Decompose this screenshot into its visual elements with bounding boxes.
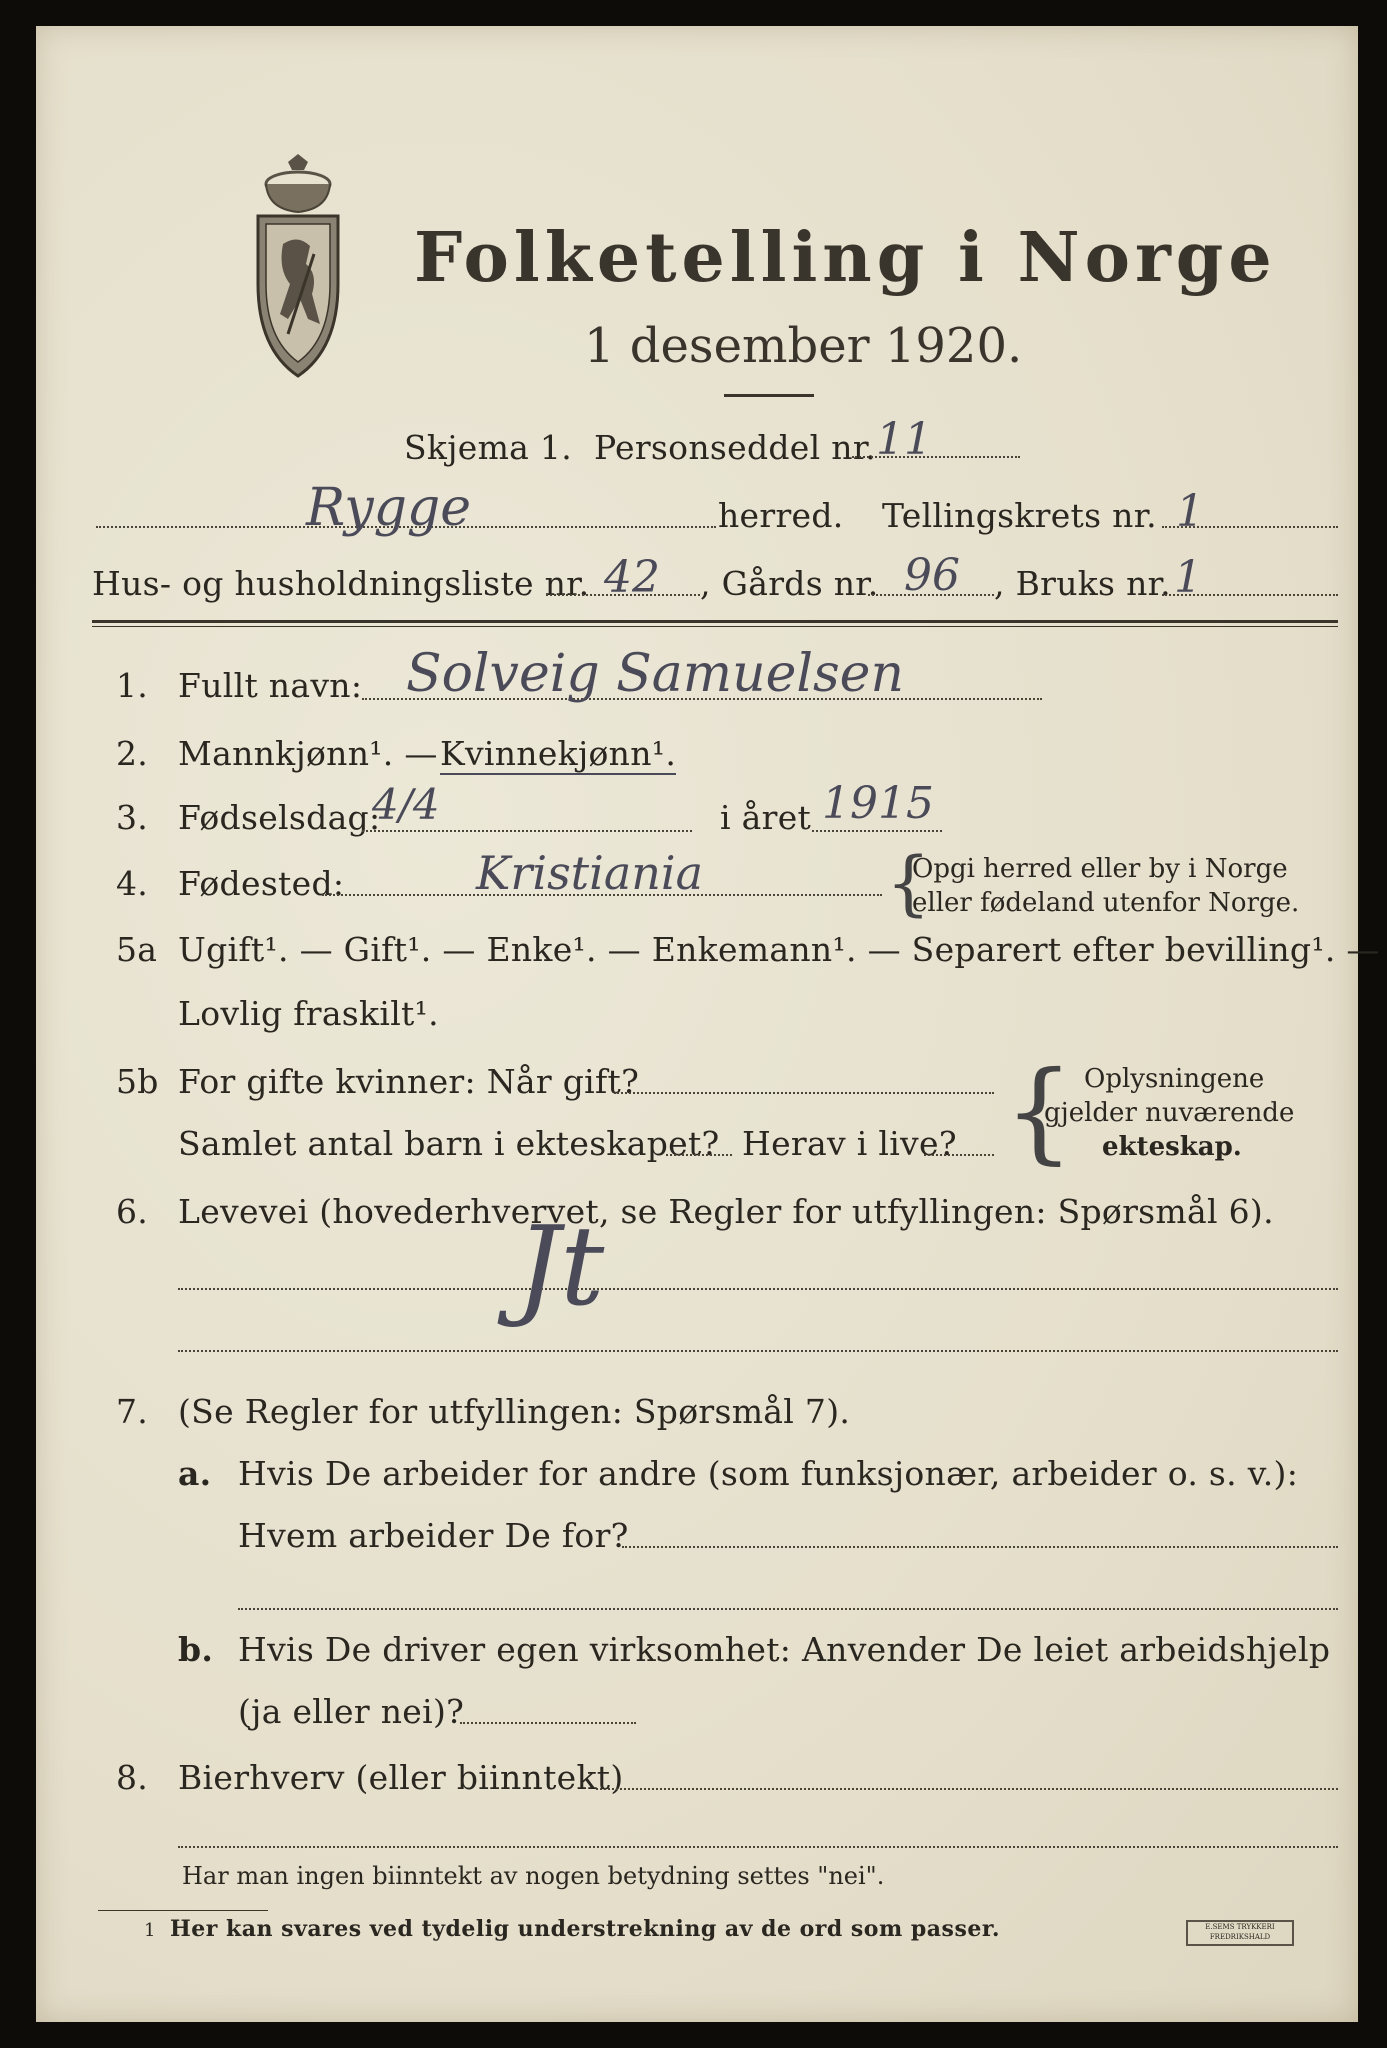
q4-brace: { bbox=[886, 842, 931, 924]
census-form bbox=[36, 26, 1380, 2022]
header-divider-thin bbox=[92, 626, 1338, 627]
herred-label: herred. bbox=[718, 496, 844, 535]
q5b-note-2: gjelder nuværende bbox=[1044, 1098, 1295, 1128]
husliste-label: Hus- og husholdningsliste nr. bbox=[92, 564, 590, 603]
q5b-children-label: Samlet antal barn i ekteskapet? bbox=[178, 1124, 720, 1163]
q5b-married-when-field-line bbox=[614, 1092, 994, 1094]
personseddel-label: Personseddel nr. bbox=[594, 428, 877, 467]
herred-value[interactable]: Rygge bbox=[306, 478, 471, 538]
q6-field-line-1 bbox=[178, 1288, 1338, 1290]
q5b-children-field-line bbox=[666, 1154, 732, 1156]
q5b-alive-field-line bbox=[924, 1154, 994, 1156]
title-divider bbox=[724, 394, 814, 397]
footer-note: Har man ingen biinntekt av nogen betydning settes "nei". bbox=[182, 1862, 885, 1890]
q7a-question: Hvis De arbeider for andre (som funksjonær, arbeider o. s. v.): bbox=[238, 1454, 1299, 1493]
q7b-yes-no-label: (ja eller nei)? bbox=[238, 1692, 465, 1731]
coat-of-arms-icon bbox=[248, 154, 348, 384]
q2-male-label[interactable]: Mannkjønn¹. — bbox=[178, 734, 438, 773]
q4-note-1: Opgi herred eller by i Norge bbox=[912, 854, 1288, 884]
q6-field-line-2 bbox=[178, 1350, 1338, 1352]
form-date: 1 desember 1920. bbox=[584, 318, 1023, 374]
q8-field-line-2 bbox=[178, 1846, 1338, 1848]
q5b-alive-label: Herav i live? bbox=[742, 1124, 957, 1163]
q4-birthplace-value[interactable]: Kristiania bbox=[476, 846, 704, 900]
q5b-brace: { bbox=[1004, 1047, 1074, 1175]
q6-occupation-value[interactable]: Jt bbox=[516, 1202, 605, 1330]
footnote-divider bbox=[98, 1910, 268, 1911]
gards-value[interactable]: 96 bbox=[904, 550, 960, 601]
bruks-label: , Bruks nr. bbox=[994, 564, 1171, 603]
bruks-value[interactable]: 1 bbox=[1174, 552, 1202, 603]
tellingskrets-label: Tellingskrets nr. bbox=[882, 496, 1157, 535]
q8-field-line bbox=[596, 1788, 1338, 1790]
q6-label: Levevei (hovederhvervet, se Regler for utfyllingen: Spørsmål 6). bbox=[178, 1192, 1274, 1231]
gards-label: , Gårds nr. bbox=[700, 564, 879, 603]
q3-day-field-line bbox=[362, 830, 692, 832]
footnote-mark: 1 bbox=[144, 1920, 156, 1941]
q7a-employer-label: Hvem arbeider De for? bbox=[238, 1516, 629, 1555]
q8-number: 8. bbox=[116, 1758, 149, 1797]
q3-number: 3. bbox=[116, 798, 149, 837]
personseddel-value[interactable]: 11 bbox=[876, 414, 932, 465]
q3-year-value[interactable]: 1915 bbox=[822, 778, 934, 829]
q5b-note-3: ekteskap. bbox=[1102, 1132, 1242, 1162]
q4-note-2: eller fødeland utenfor Norge. bbox=[912, 888, 1300, 918]
q3-day-value[interactable]: 4/4 bbox=[372, 780, 440, 829]
q7b-question: Hvis De driver egen virksomhet: Anvender De leiet arbeidshjelp bbox=[238, 1630, 1331, 1669]
q5b-note-1: Oplysningene bbox=[1084, 1064, 1265, 1094]
header-divider bbox=[92, 620, 1338, 623]
q7-label: (Se Regler for utfyllingen: Spørsmål 7). bbox=[178, 1392, 851, 1431]
q2-number: 2. bbox=[116, 734, 149, 773]
q7-number: 7. bbox=[116, 1392, 149, 1431]
skjema-label: Skjema 1. bbox=[404, 428, 573, 467]
q5b-number: 5b bbox=[116, 1062, 159, 1101]
printer-stamp: E.SEMS TRYKKERI FREDRIKSHALD bbox=[1186, 1920, 1294, 1946]
q3-year-label: i året bbox=[720, 798, 812, 837]
q7a-letter: a. bbox=[178, 1454, 212, 1493]
footnote-text: Her kan svares ved tydelig understrekning av de ord som passer. bbox=[170, 1916, 1001, 1942]
q7a-employer-field-line bbox=[622, 1546, 1338, 1548]
q2-female-label[interactable]: Kvinnekjønn¹. bbox=[440, 734, 677, 773]
q4-number: 4. bbox=[116, 864, 149, 903]
q1-number: 1. bbox=[116, 666, 149, 705]
q6-number: 6. bbox=[116, 1192, 149, 1231]
q7b-yes-no-field-line bbox=[460, 1722, 636, 1724]
form-title: Folketelling i Norge bbox=[414, 218, 1277, 298]
q5a-options[interactable]: Ugift¹. — Gift¹. — Enke¹. — Enkemann¹. — Separert efter bevilling¹. — bbox=[178, 930, 1380, 969]
husliste-value[interactable]: 42 bbox=[604, 552, 660, 603]
q5b-married-when-label: For gifte kvinner: Når gift? bbox=[178, 1062, 640, 1101]
tellingskrets-value[interactable]: 1 bbox=[1176, 486, 1204, 537]
q7a-employer-field-line-2 bbox=[238, 1608, 1338, 1610]
q3-year-field-line bbox=[812, 830, 942, 832]
q1-full-name-value[interactable]: Solveig Samuelsen bbox=[406, 644, 904, 704]
q1-label: Fullt navn: bbox=[178, 666, 363, 705]
q8-label: Bierhverv (eller biinntekt) bbox=[178, 1758, 624, 1797]
q5a-number: 5a bbox=[116, 930, 158, 969]
q4-label: Fødested: bbox=[178, 864, 345, 903]
q5a-options-line2[interactable]: Lovlig fraskilt¹. bbox=[178, 994, 439, 1033]
q7b-letter: b. bbox=[178, 1630, 214, 1669]
q3-label: Fødselsdag: bbox=[178, 798, 381, 837]
